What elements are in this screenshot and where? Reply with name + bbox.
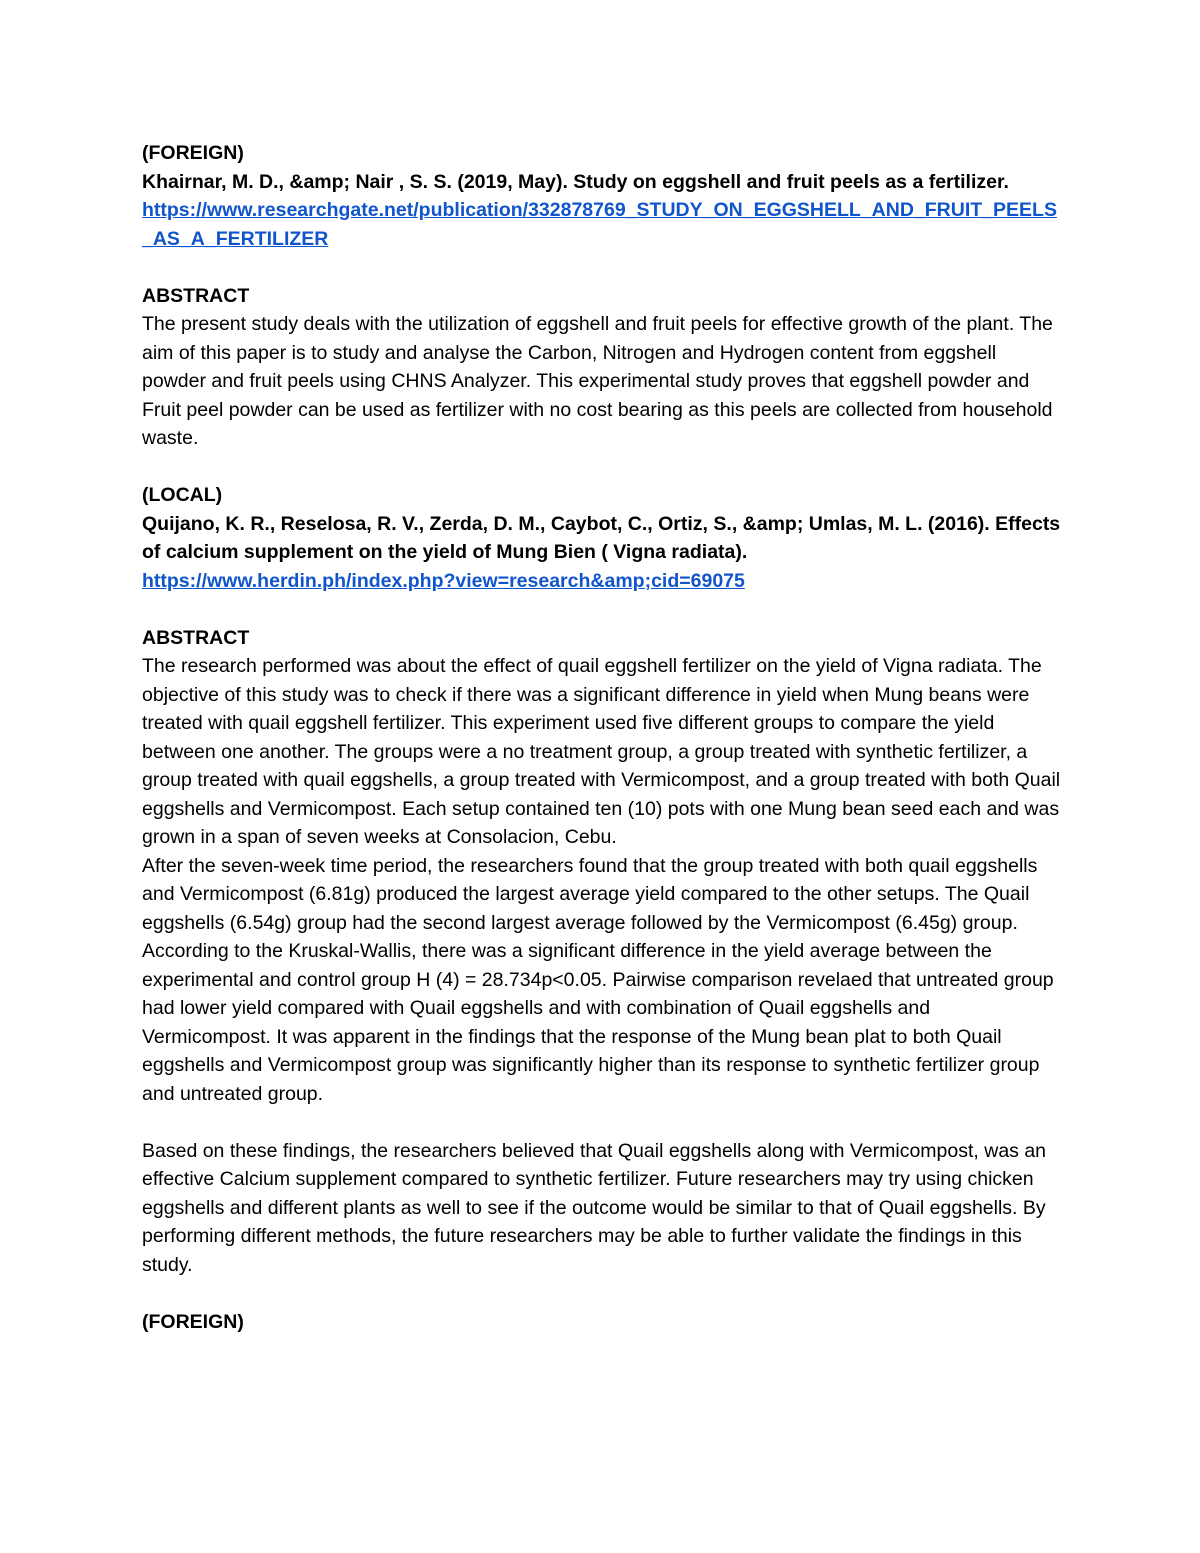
entry-origin-label: (LOCAL): [142, 484, 223, 506]
next-entry-origin-label: (FOREIGN): [142, 1310, 244, 1333]
entry-origin-label: (FOREIGN): [142, 142, 244, 164]
spacer: [142, 1108, 1062, 1137]
entry-citation: Khairnar, M. D., &amp; Nair , S. S. (2019, May). Study on eggshell and fruit peels as a fertilizer.: [142, 170, 1009, 193]
abstract-paragraph: The present study deals with the utilization of eggshell and fruit peels for effective growth of the plant. The aim of this paper is to study and analyse the Carbon, Nitrogen and Hydrogen content from eggshell powder and fruit peels using CHNS Analyzer. This experimental study proves that eggshell powder and Fruit peel powder can be used as fertilizer with no cost bearing as this peels are collected from household waste.: [142, 313, 1053, 449]
abstract-paragraph: Based on these findings, the researchers believed that Quail eggshells along with Vermicompost, was an effective Calcium supplement compared to synthetic fertilizer. Future researchers may try using chicken eggshells and different plants as well to see if the outcome would be similar to that of Quail eggshells. By performing different methods, the future researchers may be able to further validate the findings in this study.: [142, 1139, 1047, 1276]
abstract-heading: ABSTRACT: [142, 284, 250, 307]
spacer: [142, 595, 1062, 624]
entry-url-link[interactable]: https://www.researchgate.net/publication/332878769_STUDY_ON_EGGSHELL_AND_FRUIT_PEELS_AS_A_FERTILIZER: [142, 199, 1057, 250]
entry-url-link[interactable]: https://www.herdin.ph/index.php?view=research&amp;cid=69075: [142, 569, 745, 592]
abstract-paragraph: The research performed was about the effect of quail eggshell fertilizer on the yield of Vigna radiata. The objective of this study was to check if there was a significant difference in yield when Mung beans were treated with quail eggshell fertilizer. This experiment used five different groups to compare the yield between one another. The groups were a no treatment group, a group treated with synthetic fertilizer, a group treated with quail eggshells, a group treated with Vermicompost, and a group treated with both Quail eggshells and Vermicompost. Each setup contained ten (10) pots with one Mung bean seed each and was grown in a span of seven weeks at Consolacion, Cebu.: [142, 655, 1061, 848]
entry-citation: Quijano, K. R., Reselosa, R. V., Zerda, D. M., Caybot, C., Ortiz, S., &amp; Umlas, M. L. (2016). Effects of calcium supplement on the yield of Mung Bien ( Vigna radiata).: [142, 512, 1061, 563]
abstract-paragraph: After the seven-week time period, the researchers found that the group treated with both quail eggshells and Vermicompost (6.81g) produced the largest average yield compared to the other setups. The Quail eggshells (6.54g) group had the second largest average followed by the Vermicompost (6.45g) group. According to the Kruskal-Wallis, there was a significant difference in the yield average between the experimental and control group H (4) = 28.734p<0.05. Pairwise comparison revelaed that untreated group had lower yield compared with Quail eggshells and with combination of Quail eggshells and Vermicompost. It was apparent in the findings that the response of the Mung bean plat to both Quail eggshells and Vermicompost group was significantly higher than its response to synthetic fertilizer group and untreated group.: [142, 854, 1054, 1105]
spacer: [142, 1279, 1062, 1308]
document-body: [142, 139, 1062, 1336]
spacer: [142, 253, 1062, 282]
spacer: [142, 453, 1062, 482]
abstract-heading: ABSTRACT: [142, 626, 250, 649]
